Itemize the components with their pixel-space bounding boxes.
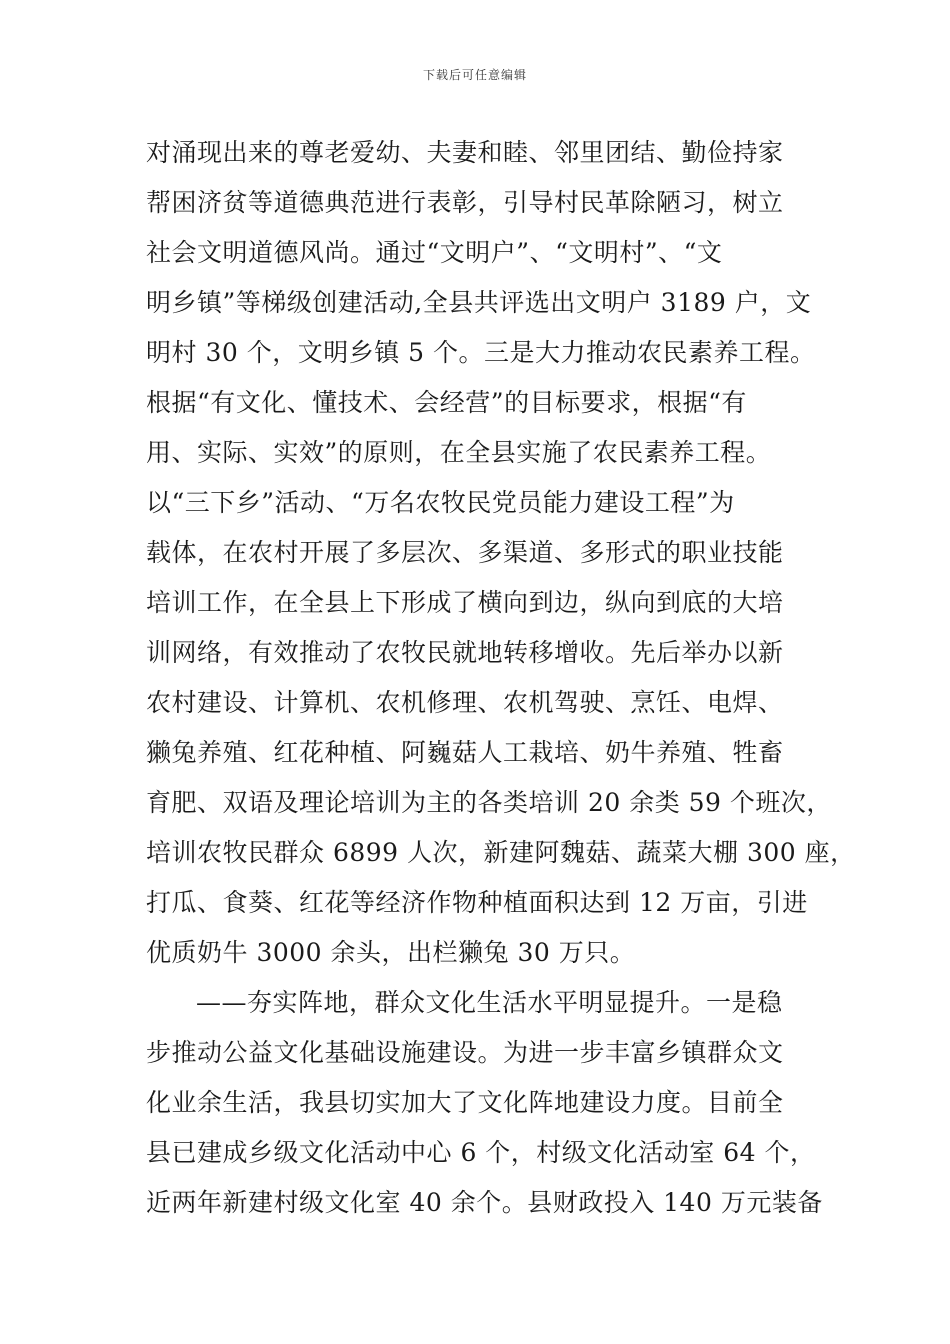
text-line: 载体，在农村开展了多层次、多渠道、多形式的职业技能 bbox=[146, 538, 784, 567]
text-line: 獭兔养殖、红花种植、阿巍菇人工栽培、奶牛养殖、牲畜 bbox=[146, 738, 784, 767]
text-line: 以“三下乡”活动、“万名农牧民党员能力建设工程”为 bbox=[146, 488, 735, 517]
text-line: 近两年新建村级文化室 40 余个。县财政投入 140 万元装备 bbox=[146, 1188, 823, 1217]
text-line: 社会文明道德风尚。通过“文明户”、“文明村”、“文 bbox=[146, 238, 723, 267]
text-line: 帮困济贫等道德典范进行表彰，引导村民革除陋习，树立 bbox=[146, 188, 784, 217]
text-line: 训网络，有效推动了农牧民就地转移增收。先后举办以新 bbox=[146, 638, 784, 667]
document-body bbox=[146, 128, 856, 1228]
text-line: ——夯实阵地，群众文化生活水平明显提升。一是稳 bbox=[196, 988, 783, 1017]
text-line: 明乡镇”等梯级创建活动,全县共评选出文明户 3189 户，文 bbox=[146, 288, 812, 317]
text-line: 步推动公益文化基础设施建设。为进一步丰富乡镇群众文 bbox=[146, 1038, 784, 1067]
text-line: 用、实际、实效”的原则，在全县实施了农民素养工程。 bbox=[146, 438, 772, 467]
text-line: 化业余生活，我县切实加大了文化阵地建设力度。目前全 bbox=[146, 1088, 784, 1117]
text-line: 农村建设、计算机、农机修理、农机驾驶、烹饪、电焊、 bbox=[146, 688, 784, 717]
text-line: 培训农牧民群众 6899 人次，新建阿魏菇、蔬菜大棚 300 座， bbox=[146, 838, 856, 867]
text-line: 明村 30 个，文明乡镇 5 个。三是大力推动农民素养工程。 bbox=[146, 338, 816, 367]
paragraph bbox=[146, 978, 826, 1228]
text-line: 打瓜、食葵、红花等经济作物种植面积达到 12 万亩，引进 bbox=[146, 888, 808, 917]
text-line: 优质奶牛 3000 余头，出栏獭兔 30 万只。 bbox=[146, 938, 636, 967]
text-line: 根据“有文化、懂技术、会经营”的目标要求，根据“有 bbox=[146, 388, 747, 417]
page-header: 下载后可任意编辑 bbox=[422, 68, 527, 82]
text-line: 育肥、双语及理论培训为主的各类培训 20 余类 59 个班次， bbox=[146, 788, 832, 817]
paragraph bbox=[146, 128, 856, 978]
text-line: 县已建成乡级文化活动中心 6 个，村级文化活动室 64 个， bbox=[146, 1138, 816, 1167]
text-line: 培训工作，在全县上下形成了横向到边，纵向到底的大培 bbox=[146, 588, 784, 617]
text-line: 对涌现出来的尊老爱幼、夫妻和睦、邻里团结、勤俭持家 bbox=[146, 138, 784, 167]
